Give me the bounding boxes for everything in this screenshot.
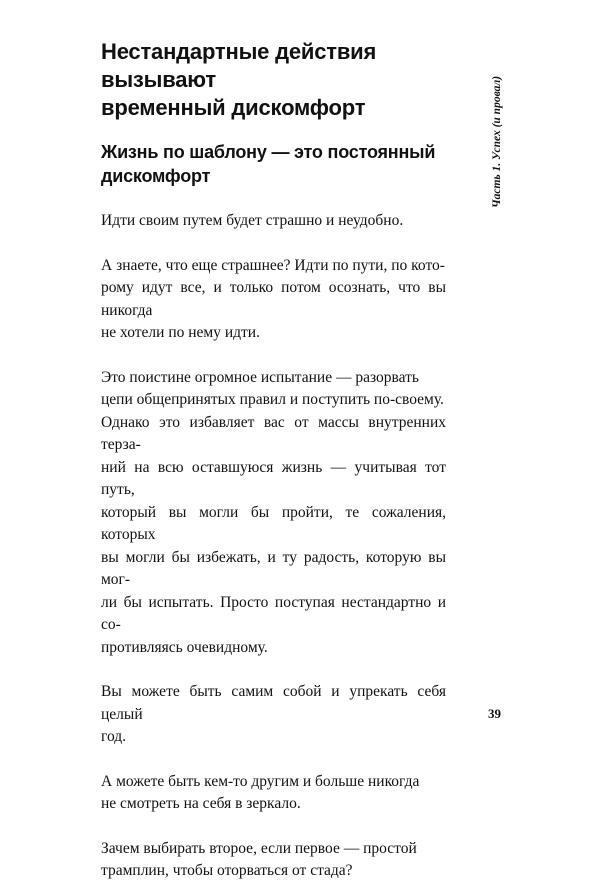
text-line: противляясь очевидному. <box>101 638 268 656</box>
text-line: Вы можете быть самим собой и упрекать себя целый <box>101 683 446 723</box>
running-head-text: Часть 1. Успех (и провал) <box>491 75 503 208</box>
section-heading-line: временный дискомфорт <box>101 95 366 120</box>
text-line: А можете быть кем-то другим и больше никогда <box>101 772 420 790</box>
text-line: не хотели по нему идти. <box>101 324 260 341</box>
section-subheading-line: дискомфорт <box>101 166 211 186</box>
text-line: А знаете, что еще страшнее? Идти по пути, по кото- <box>101 256 445 274</box>
section-subheading-line: Жизнь по шаблону — это постоянный <box>101 142 436 162</box>
running-head <box>480 46 520 226</box>
text-line: трамплин, чтобы оторваться от стада? <box>101 862 353 879</box>
text-line: ли бы испытать. Просто поступая нестандартно и со- <box>101 593 446 633</box>
text-line: цепи общепринятых правил и поступить по-своему. <box>101 391 444 408</box>
page-content <box>101 38 446 883</box>
paragraph-3 <box>101 367 446 660</box>
paragraph-4 <box>101 681 446 749</box>
section-heading <box>101 38 446 122</box>
page-number: 39 <box>488 706 501 721</box>
text-line: не смотреть на себя в зеркало. <box>101 795 301 812</box>
text-line: ний на всю оставшуюся жизнь — учитывая тот путь, <box>101 458 446 498</box>
paragraph-2 <box>101 255 446 345</box>
text-line: год. <box>101 728 127 745</box>
text-line: рому идут все, и только потом осознать, что вы никогда <box>101 279 446 319</box>
paragraph-6 <box>101 838 446 883</box>
text-line: который вы могли бы пройти, те сожаления, которых <box>101 503 446 543</box>
section-subheading <box>101 140 446 188</box>
paragraph-5 <box>101 771 446 816</box>
text-line: Идти своим путем будет страшно и неудобно. <box>101 212 404 229</box>
text-line: вы могли бы избежать, и ту радость, которую вы мог- <box>101 548 446 588</box>
text-line: Однако это избавляет вас от массы внутренних терза- <box>101 413 446 453</box>
paragraph-1 <box>101 210 446 233</box>
text-line: Это поистине огромное испытание — разорвать <box>101 368 419 386</box>
section-heading-line: Нестандартные действия вызывают <box>101 39 377 92</box>
text-line: Зачем выбирать второе, если первое — простой <box>101 839 417 857</box>
